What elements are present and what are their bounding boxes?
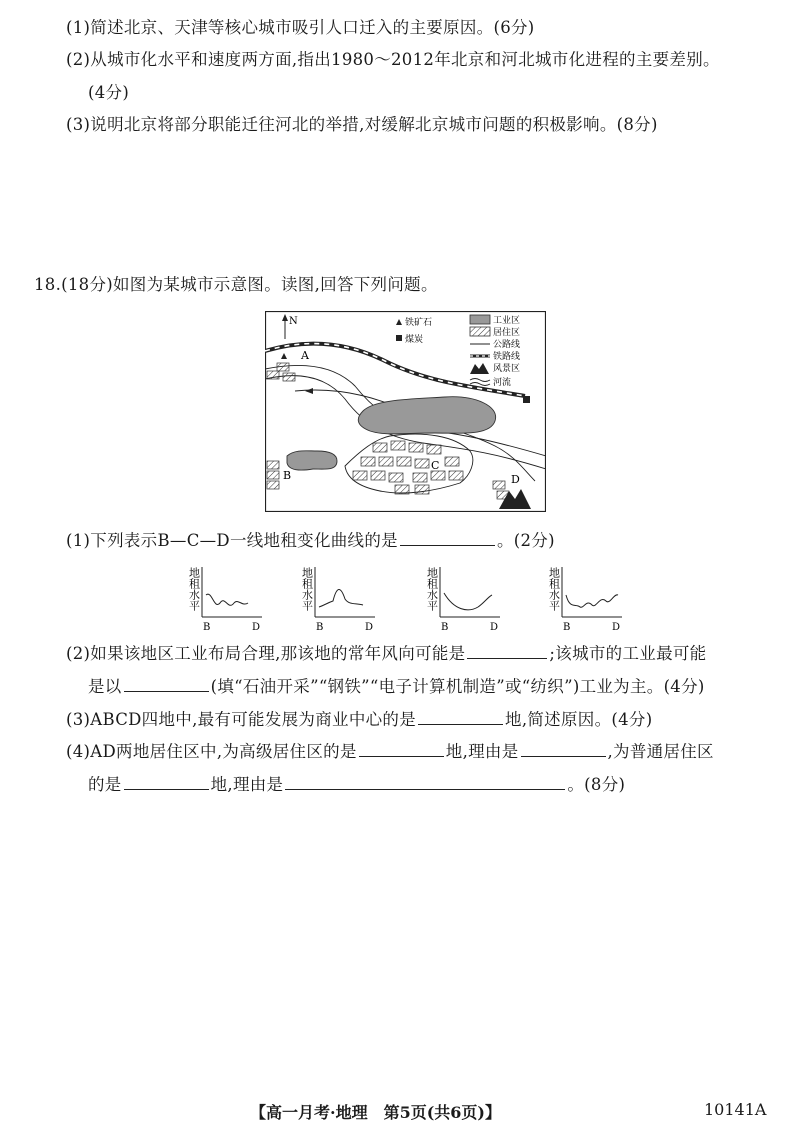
q18-sub1-post: 。(2分) [496, 531, 555, 550]
point-c-label: C [431, 459, 440, 472]
chart3-ylabel: 地租水平 [425, 567, 439, 611]
industrial-zone-west [287, 451, 337, 470]
q18-sub4-line1-mid: 地,理由是 [445, 742, 519, 761]
q18-sub2-wind-blank[interactable] [467, 644, 547, 659]
q18-sub1 [66, 527, 555, 551]
chart3-curve [444, 593, 492, 610]
coal-site-icon [523, 396, 530, 403]
q18-sub4-line2-post: 。(8分) [567, 775, 626, 794]
q18-sub2-line2-post: (填“石油开采”“钢铁”“电子计算机制造”或“纺织”)工业为主。(4分) [210, 677, 705, 696]
chart4-x-end: D [612, 622, 621, 633]
chart1-ylabel: 地租水平 [187, 567, 201, 611]
footer-center: 【高一月考·地理 第5页(共6页)】 [250, 1103, 501, 1122]
q18-sub2-line2 [88, 673, 705, 697]
industrial-legend-icon [470, 315, 490, 324]
residential-legend-icon [470, 327, 490, 336]
legend-industrial-label: 工业区 [493, 316, 521, 326]
rent-curve-chart-3 [418, 565, 518, 633]
q17-sub3: (3)说明北京将部分职能迁往河北的举措,对缓解北京城市问题的积极影响。(8分) [66, 115, 658, 134]
chart4-x-start: B [563, 622, 571, 633]
q18-sub1-pre: (1)下列表示B—C—D一线地租变化曲线的是 [66, 531, 398, 550]
legend-river-label: 河流 [493, 378, 512, 388]
chart1-curve [206, 594, 248, 605]
q18-sub2-line1-pre: (2)如果该地区工业布局合理,那该地的常年风向可能是 [66, 644, 466, 663]
q18-sub1-answer-blank[interactable] [400, 531, 495, 546]
q18-sub4-high-reason-blank[interactable] [521, 742, 606, 757]
chart2-x-start: B [316, 622, 324, 633]
rent-curve-chart-2 [293, 565, 393, 633]
legend-scenic-label: 风景区 [493, 364, 521, 374]
q18-sub3-post: 地,简述原因。(4分) [505, 710, 653, 729]
chart1-x-end: D [252, 622, 261, 633]
q17-sub2-line2: (4分) [88, 83, 130, 102]
residential-zone-b [267, 461, 279, 489]
chart4-curve [566, 595, 618, 607]
q18-sub2-line1-post: ;该城市的工业最可能 [549, 644, 707, 663]
legend-road-label: 公路线 [493, 340, 521, 350]
q18-sub2-line1 [66, 640, 706, 664]
chart2-ylabel: 地租水平 [300, 567, 314, 611]
point-d-label: D [511, 473, 520, 486]
q17-sub1: (1)简述北京、天津等核心城市吸引人口迁入的主要原因。(6分) [66, 18, 535, 37]
legend-iron-label: 铁矿石 [405, 318, 433, 328]
q18-sub4-line1 [66, 738, 714, 762]
city-map [265, 311, 546, 512]
q18-sub4-line2-pre: 的是 [88, 775, 122, 794]
q18-sub4-normal-blank[interactable] [124, 775, 209, 790]
footer-code: 10141A [704, 1100, 767, 1119]
chart3-x-start: B [441, 622, 449, 633]
q18-title: 18.(18分)如图为某城市示意图。读图,回答下列问题。 [34, 275, 438, 294]
q18-sub3 [66, 706, 652, 730]
rent-curve-chart-4 [540, 565, 640, 633]
legend-railway-label: 铁路线 [493, 352, 521, 362]
point-b-label: B [283, 469, 292, 482]
q18-sub4-line1-pre: (4)AD两地居住区中,为高级居住区的是 [66, 742, 357, 761]
q17-sub2-line1: (2)从城市化水平和速度两方面,指出1980～2012年北京和河北城市化进程的主要差别。 [66, 50, 720, 69]
north-label: N [289, 316, 298, 327]
legend-residential-label: 居住区 [493, 328, 521, 338]
point-a-label: A [301, 349, 309, 362]
chart4-ylabel: 地租水平 [547, 567, 561, 611]
q18-sub4-high-blank[interactable] [359, 742, 444, 757]
q18-sub2-line2-pre: 是以 [88, 677, 122, 696]
q18-sub4-line2 [88, 771, 625, 795]
q18-sub3-pre: (3)ABCD四地中,最有可能发展为商业中心的是 [66, 710, 417, 729]
legend-coal-label: 煤炭 [405, 335, 424, 345]
q18-sub3-answer-blank[interactable] [418, 710, 503, 725]
chart2-curve [319, 590, 363, 608]
coal-icon [396, 335, 402, 341]
q18-sub2-industry-blank[interactable] [124, 677, 209, 692]
chart2-x-end: D [365, 622, 374, 633]
chart3-x-end: D [490, 622, 499, 633]
q18-sub4-normal-reason-blank[interactable] [285, 775, 565, 790]
q18-sub4-line1-post: ,为普通居住区 [607, 742, 714, 761]
q18-sub4-line2-mid: 地,理由是 [210, 775, 284, 794]
page-footer [250, 1100, 501, 1123]
chart1-x-start: B [203, 622, 211, 633]
rent-curve-chart-1 [180, 565, 280, 633]
